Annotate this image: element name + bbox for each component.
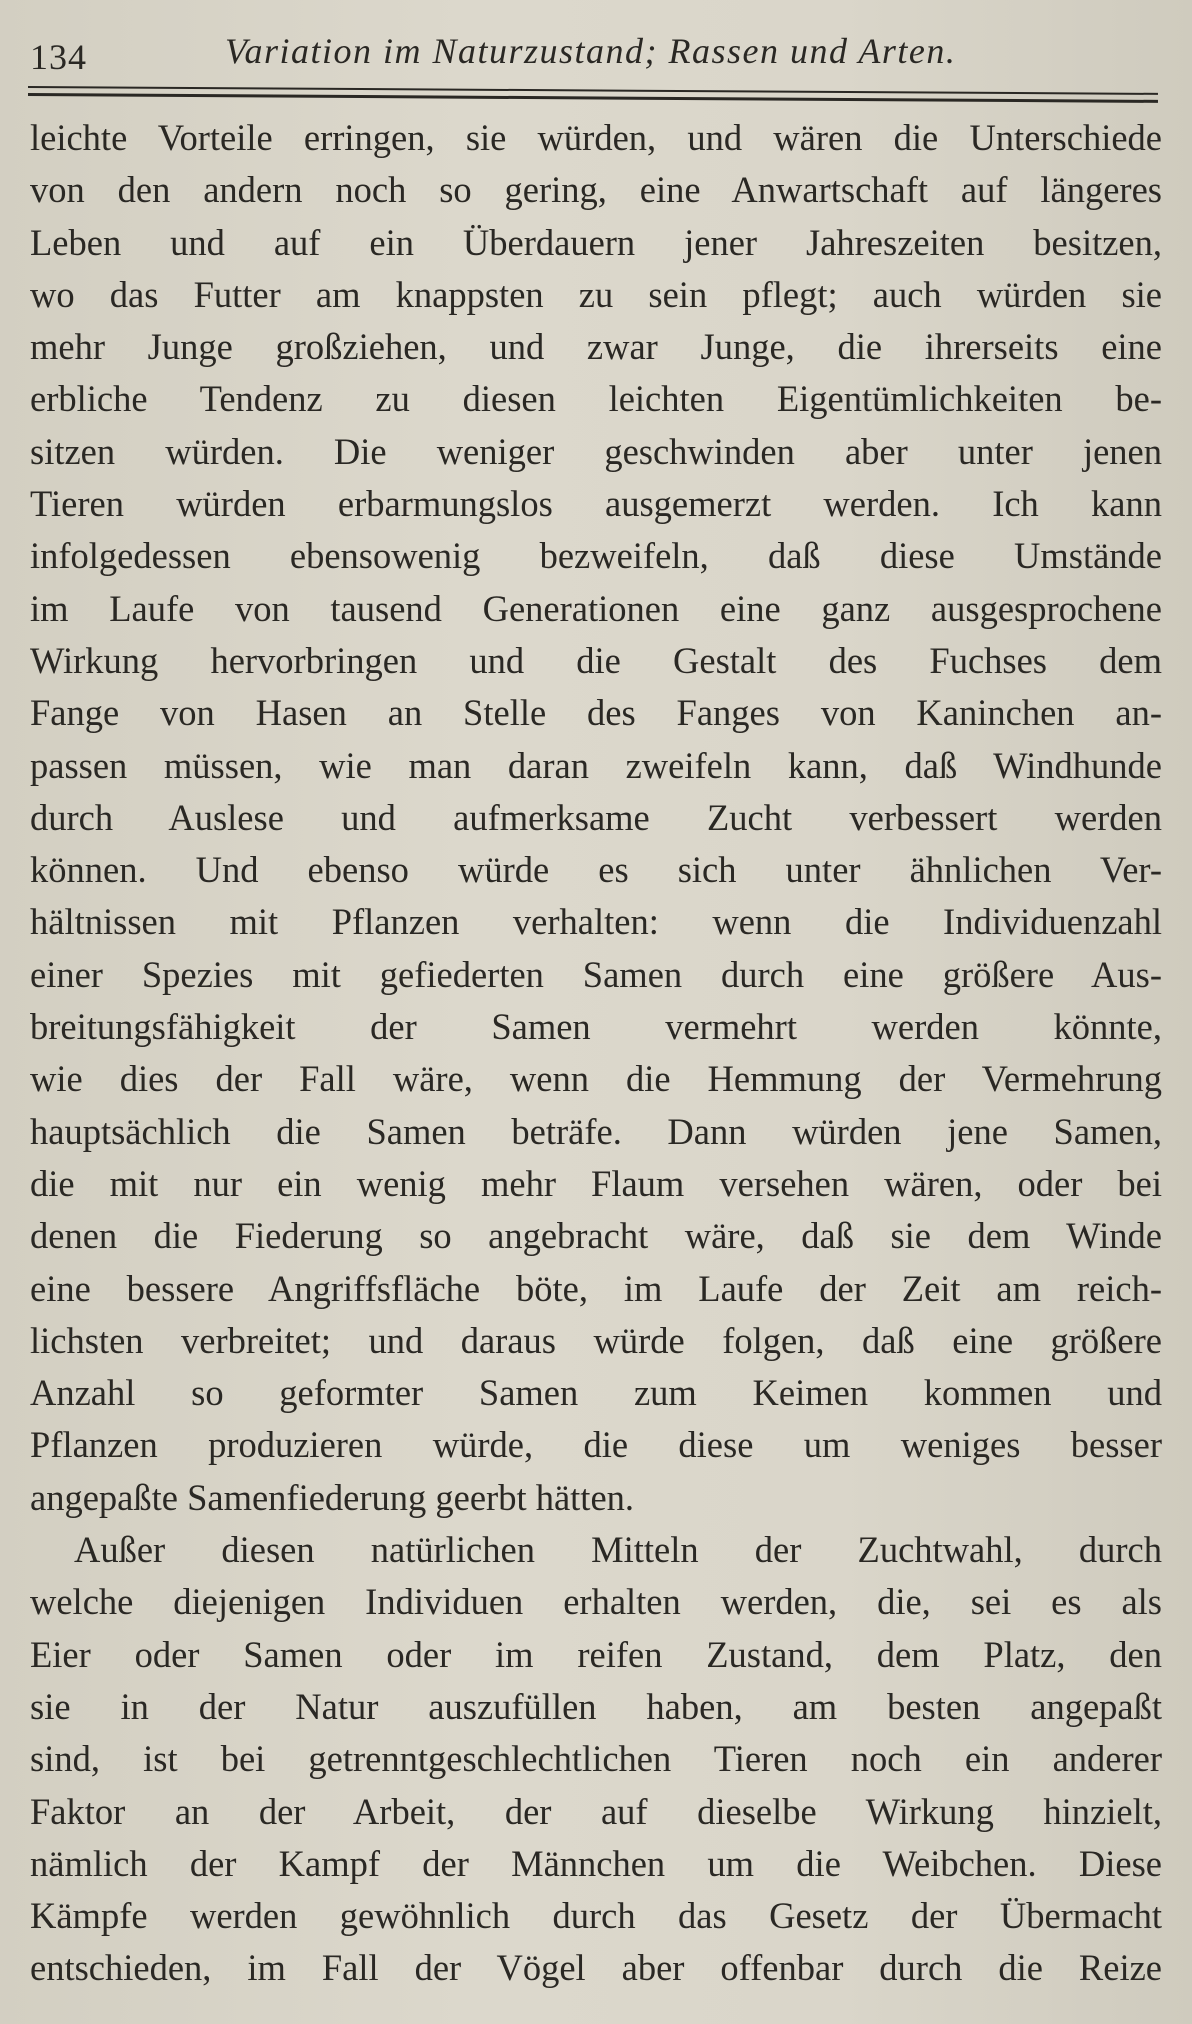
- text-line: lichsten verbreitet; und daraus würde folgen, daß eine größere: [30, 1319, 1162, 1361]
- text-line: nämlich der Kampf der Männchen um die Weibchen. Diese: [30, 1842, 1162, 1884]
- text-line: leichte Vorteile erringen, sie würden, und wären die Unterschiede: [30, 117, 1162, 158]
- text-line: denen die Fiederung so angebracht wäre, daß sie dem Winde: [30, 1215, 1162, 1257]
- text-line: breitungsfähigkeit der Samen vermehrt werden könnte,: [30, 1006, 1162, 1048]
- text-line: durch Auslese und aufmerksame Zucht verbessert werden: [30, 796, 1162, 838]
- text-line: passen müssen, wie man daran zweifeln kann, daß Windhunde: [30, 744, 1162, 786]
- page-header: [30, 28, 1160, 78]
- text-line: Pflanzen produzieren würde, die diese um weniges besser: [30, 1424, 1162, 1466]
- header-rule-thick: [28, 93, 1158, 103]
- paragraph-end-line: angepaßte Samenfiederung geerbt hätten.: [30, 1476, 635, 1518]
- text-line: die mit nur ein wenig mehr Flaum versehen wären, oder bei: [30, 1162, 1162, 1204]
- text-line: wo das Futter am knappsten zu sein pflegt; auch würden sie: [30, 273, 1162, 315]
- text-line: Wirkung hervorbringen und die Gestalt des Fuchses dem: [30, 639, 1162, 681]
- text-line: Kämpfe werden gewöhnlich durch das Gesetz der Übermacht: [30, 1895, 1162, 1937]
- text-line: sind, ist bei getrenntgeschlechtlichen Tieren noch ein anderer: [30, 1738, 1162, 1780]
- text-line: hältnissen mit Pflanzen verhalten: wenn die Individuenzahl: [30, 901, 1162, 943]
- running-head: Variation im Naturzustand; Rassen und Arten.: [225, 31, 957, 71]
- text-line: eine bessere Angriffsfläche böte, im Laufe der Zeit am reich-: [30, 1267, 1162, 1309]
- text-line: Leben und auf ein Überdauern jener Jahreszeiten besitzen,: [30, 221, 1162, 263]
- text-line: Eier oder Samen oder im reifen Zustand, dem Platz, den: [30, 1633, 1162, 1675]
- text-line: Tieren würden erbarmungslos ausgemerzt werden. Ich kann: [30, 483, 1162, 525]
- text-line: sie in der Natur auszufüllen haben, am besten angepaßt: [30, 1685, 1162, 1727]
- text-line: einer Spezies mit gefiederten Samen durch eine größere Aus-: [30, 953, 1162, 995]
- text-line: Faktor an der Arbeit, der auf dieselbe Wirkung hinzielt,: [30, 1790, 1162, 1832]
- text-line: hauptsächlich die Samen beträfe. Dann würden jene Samen,: [30, 1110, 1162, 1152]
- text-line: Fange von Hasen an Stelle des Fanges von Kaninchen an-: [30, 692, 1162, 734]
- text-line: können. Und ebenso würde es sich unter ähnlichen Ver-: [30, 849, 1162, 891]
- text-line: erbliche Tendenz zu diesen leichten Eigentümlichkeiten be-: [30, 378, 1162, 420]
- body-text: [30, 112, 1162, 1995]
- text-line: welche diejenigen Individuen erhalten werden, die, sei es als: [30, 1581, 1162, 1623]
- text-line: sitzen würden. Die weniger geschwinden aber unter jenen: [30, 430, 1162, 472]
- text-line: entschieden, im Fall der Vögel aber offenbar durch die Reize: [30, 1947, 1162, 1989]
- text-line: Anzahl so geformter Samen zum Keimen kommen und: [30, 1372, 1162, 1414]
- text-line: mehr Junge großziehen, und zwar Junge, die ihrerseits eine: [30, 326, 1162, 368]
- text-line: von den andern noch so gering, eine Anwartschaft auf längeres: [30, 169, 1162, 211]
- text-line: infolgedessen ebensowenig bezweifeln, daß diese Umstände: [30, 535, 1162, 577]
- paragraph-start-line: Außer diesen natürlichen Mitteln der Zuchtwahl, durch: [74, 1529, 1162, 1571]
- text-line: wie dies der Fall wäre, wenn die Hemmung der Vermehrung: [30, 1058, 1162, 1100]
- text-line: im Laufe von tausend Generationen eine ganz ausgesprochene: [30, 587, 1162, 629]
- page-number: 134: [30, 37, 87, 77]
